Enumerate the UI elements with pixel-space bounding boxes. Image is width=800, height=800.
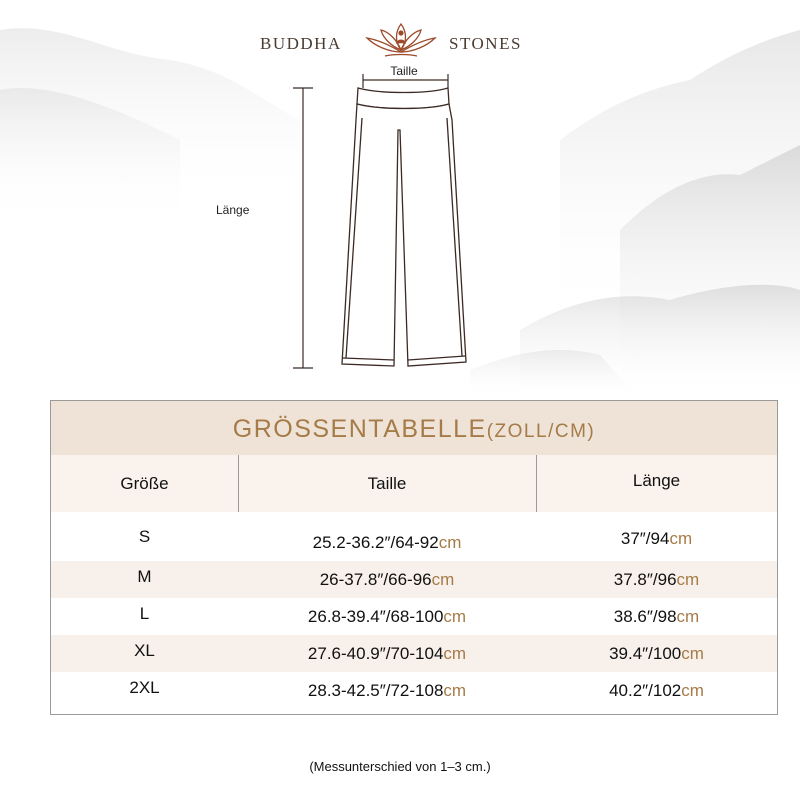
brand-word-right: STONES <box>449 34 522 53</box>
cell-length: 37.8″/96cm <box>613 570 700 589</box>
cell-size: L <box>139 604 150 623</box>
waist-label: Taille <box>390 64 418 78</box>
cell-size: S <box>138 527 151 546</box>
header-size: Größe <box>120 474 169 493</box>
cell-length: 39.4″/100cm <box>609 644 704 663</box>
cell-waist: 26-37.8″/66-96cm <box>319 570 455 589</box>
cell-waist: 28.3-42.5″/72-108cm <box>307 681 467 700</box>
cell-waist: 27.6-40.9″/70-104cm <box>307 644 467 663</box>
table-row <box>51 635 777 672</box>
title-unit: (ZOLL/CM) <box>486 421 596 442</box>
column-divider <box>238 455 239 512</box>
column-divider <box>536 455 537 512</box>
header-waist: Taille <box>367 474 407 493</box>
table-row <box>51 672 777 709</box>
cell-length: 37″/94cm <box>620 529 693 548</box>
table-row <box>51 598 777 635</box>
table-row <box>51 524 777 561</box>
size-chart-title <box>51 401 777 456</box>
size-chart-table <box>50 400 778 715</box>
brand-word-left: BUDDHA <box>260 34 342 53</box>
cell-waist: 26.8-39.4″/68-100cm <box>307 607 467 626</box>
cell-size: 2XL <box>129 678 160 697</box>
measurement-note: (Messunterschied von 1–3 cm.) <box>309 759 491 774</box>
length-label: Länge <box>216 203 250 217</box>
cell-length: 40.2″/102cm <box>609 681 704 700</box>
table-header-row <box>51 455 777 512</box>
table-row <box>51 561 777 598</box>
cell-size: M <box>137 567 152 586</box>
cell-length: 38.6″/98cm <box>613 607 700 626</box>
cell-waist: 25.2-36.2″/64-92cm <box>312 533 462 552</box>
header-length: Länge <box>632 471 681 490</box>
cell-size: XL <box>134 641 155 660</box>
title-text: GRÖSSENTABELLE <box>232 415 487 443</box>
